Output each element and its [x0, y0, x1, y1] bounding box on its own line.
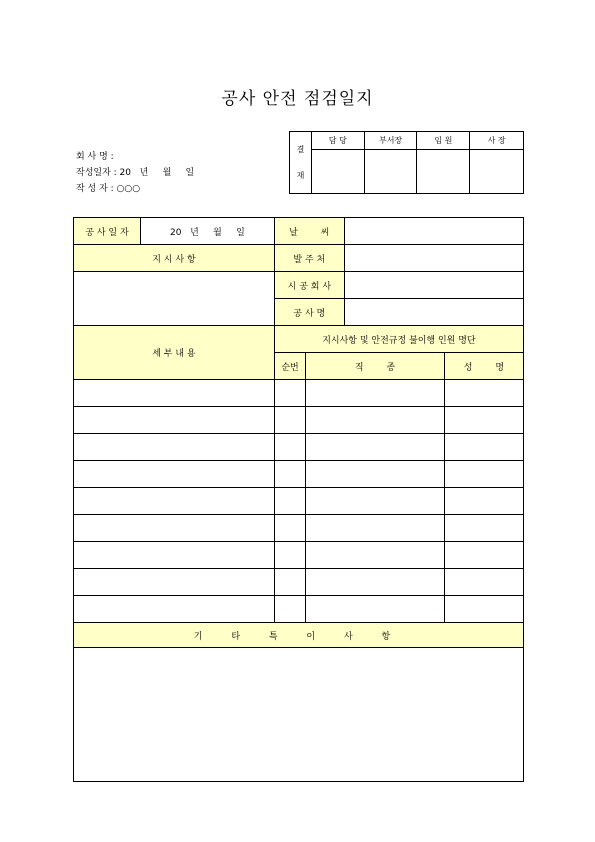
- name-cell[interactable]: [444, 488, 523, 515]
- details-cell[interactable]: [74, 380, 275, 407]
- approval-col-executive: 임 원: [417, 132, 470, 150]
- job-cell[interactable]: [306, 434, 445, 461]
- no-cell[interactable]: [274, 407, 305, 434]
- company-name-field: 회 사 명 :: [76, 152, 114, 162]
- no-cell[interactable]: [274, 542, 305, 569]
- table-row: [74, 488, 524, 515]
- inspection-form-table: [73, 217, 524, 782]
- table-row: [74, 515, 524, 542]
- approval-sign-manager[interactable]: [311, 150, 364, 194]
- job-cell[interactable]: [306, 380, 445, 407]
- name-cell[interactable]: [444, 596, 523, 623]
- approval-sign-dept-head[interactable]: [364, 150, 417, 194]
- approval-sign-president[interactable]: [470, 150, 524, 194]
- no-cell[interactable]: [274, 515, 305, 542]
- project-name-label: 공 사 명: [274, 299, 344, 326]
- name-cell[interactable]: [444, 542, 523, 569]
- job-cell[interactable]: [306, 596, 445, 623]
- details-cell[interactable]: [74, 434, 275, 461]
- name-cell[interactable]: [444, 515, 523, 542]
- details-cell[interactable]: [74, 515, 275, 542]
- job-cell[interactable]: [306, 407, 445, 434]
- no-cell[interactable]: [274, 596, 305, 623]
- approval-col-president: 사 장: [470, 132, 524, 150]
- col-no-header: 순번: [274, 353, 305, 380]
- job-cell[interactable]: [306, 542, 445, 569]
- table-row: [74, 434, 524, 461]
- table-row: [74, 569, 524, 596]
- details-label: 세 부 내 용: [74, 326, 275, 380]
- table-row: [74, 461, 524, 488]
- name-cell[interactable]: [444, 461, 523, 488]
- name-cell[interactable]: [444, 407, 523, 434]
- remarks-label: 기 타 특 이 사 항: [74, 623, 524, 648]
- table-row: [74, 407, 524, 434]
- table-row: [74, 596, 524, 623]
- job-cell[interactable]: [306, 461, 445, 488]
- contractor-label: 시 공 회 사: [274, 272, 344, 299]
- remarks-field[interactable]: [74, 648, 524, 782]
- details-cell[interactable]: [74, 569, 275, 596]
- no-cell[interactable]: [274, 434, 305, 461]
- orderer-label: 발 주 처: [274, 245, 344, 272]
- project-name-field[interactable]: [344, 299, 523, 326]
- weather-field[interactable]: [344, 218, 523, 245]
- details-cell[interactable]: [74, 488, 275, 515]
- work-date-label: 공 사 일 자: [74, 218, 141, 245]
- details-cell[interactable]: [74, 596, 275, 623]
- no-cell[interactable]: [274, 569, 305, 596]
- approval-sign-executive[interactable]: [417, 150, 470, 194]
- no-cell[interactable]: [274, 461, 305, 488]
- no-cell[interactable]: [274, 488, 305, 515]
- name-cell[interactable]: [444, 380, 523, 407]
- weather-label: 날 씨: [274, 218, 344, 245]
- approval-stamp-table: [289, 131, 524, 194]
- contractor-field[interactable]: [344, 272, 523, 299]
- page-title: 공사 안전 점검일지: [221, 89, 374, 109]
- col-job-header: 직 종: [306, 353, 445, 380]
- details-cell[interactable]: [74, 407, 275, 434]
- violators-header: 지시사항 및 안전규정 불이행 인원 명단: [274, 326, 523, 353]
- instructions-field[interactable]: [74, 272, 275, 326]
- writer-field: 작 성 자 : ○○○: [76, 184, 141, 194]
- name-cell[interactable]: [444, 569, 523, 596]
- work-date-value[interactable]: 20 년 월 일: [140, 218, 274, 245]
- no-cell[interactable]: [274, 380, 305, 407]
- instructions-label: 지 시 사 항: [74, 245, 275, 272]
- approval-col-manager: 담 당: [311, 132, 364, 150]
- job-cell[interactable]: [306, 569, 445, 596]
- orderer-field[interactable]: [344, 245, 523, 272]
- name-cell[interactable]: [444, 434, 523, 461]
- job-cell[interactable]: [306, 515, 445, 542]
- approval-col-dept-head: 부서장: [364, 132, 417, 150]
- col-name-header: 성 명: [444, 353, 523, 380]
- table-row: [74, 542, 524, 569]
- written-date-field: 작성일자 : 20 년 월 일: [76, 168, 195, 178]
- approval-side-label: 결 재: [290, 132, 312, 194]
- details-cell[interactable]: [74, 461, 275, 488]
- job-cell[interactable]: [306, 488, 445, 515]
- details-cell[interactable]: [74, 542, 275, 569]
- table-row: [74, 380, 524, 407]
